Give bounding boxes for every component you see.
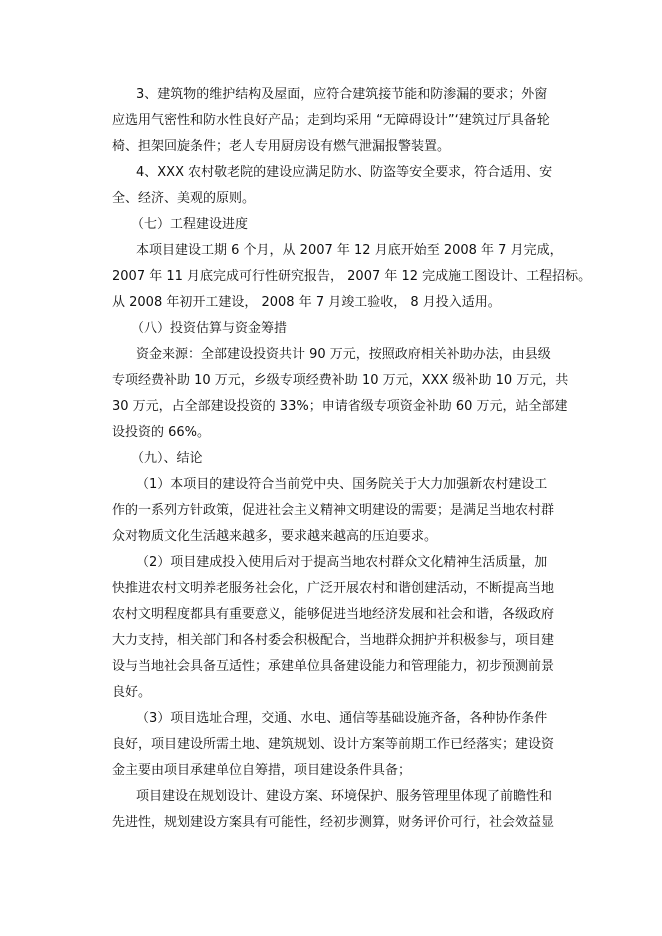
para-line-3: 椅、担架回旋条件；老人专用厨房设有燃气泄漏报警装置。 (112, 139, 451, 154)
para-line-19: （2）项目建成投入使用后对于提高当地农村群众文化精神生活质量，加 (136, 555, 548, 570)
para-line-17: 作的一系列方针政策，促进社会主义精神文明建设的需要；是满足当地农村群 (112, 503, 555, 518)
para-line-11: 资金来源：全部建设投资共计 90 万元，按照政府相关补助办法，由县级 (136, 347, 551, 362)
para-line-8: 2007 年 11 月底完成可行性研究报告， 2007 年 12 完成施工图设计、工程招标。 (112, 269, 592, 284)
para-line-12: 专项经费补助 10 万元，乡级专项经费补助 10 万元，XXX 级补助 10 万元，共 (112, 373, 569, 388)
para-line-2: 应选用气密性和防水性良好产品；走到均采用 “无障碍设计”‘建筑过厅具备轮 (112, 113, 550, 128)
para-line-25: （3）项目选址合理，交通、水电、通信等基础设施齐备，各种协作条件 (136, 711, 548, 726)
para-line-28: 项目建设在规划设计、建设方案、环境保护、服务管理里体现了前瞻性和 (136, 789, 553, 804)
para-line-27: 金主要由项目承建单位自筹措，项目建设条件具备； (112, 763, 412, 778)
para-line-7: 本项目建设工期 6 个月，从 2007 年 12 月底开始至 2008 年 7 月完成， (136, 243, 563, 258)
para-line-18: 众对物质文化生活越来越多，要求越来越高的压迫要求。 (112, 529, 438, 544)
para-line-29: 先进性，规划建设方案具有可能性，经初步测算，财务评价可行，社会效益显 (112, 815, 555, 830)
para-line-26: 良好，项目建设所需土地、建筑规划、设计方案等前期工作已经落实；建设资 (112, 737, 555, 752)
para-line-14: 设投资的 66%。 (112, 425, 211, 440)
para-line-4: 4、XXX 农村敬老院的建设应满足防水、防盗等安全要求，符合适用、安 (136, 165, 553, 180)
section-heading-schedule: （七）工程建设进度 (131, 217, 249, 232)
para-line-16: （1）本项目的建设符合当前党中央、国务院关于大力加强新农村建设工 (136, 477, 548, 492)
para-line-5: 全、经济、美观的原则。 (112, 191, 256, 206)
para-line-22: 大力支持，相关部门和各村委会积极配合，当地群众拥护并积极参与，项目建 (112, 633, 555, 648)
para-line-13: 30 万元，占全部建设投资的 33%；申请省级专项资金补助 60 万元，站全部建 (112, 399, 568, 414)
section-heading-conclusion: （九）、结论 (131, 451, 203, 466)
para-line-23: 设与当地社会具备互适性；承建单位具备建设能力和管理能力，初步预测前景 (112, 659, 555, 674)
para-line-1: 3、建筑物的维护结构及屋面，应符合建筑接节能和防渗漏的要求；外窗 (136, 87, 548, 102)
para-line-24: 良好。 (112, 685, 152, 700)
para-line-9: 从 2008 年初开工建设， 2008 年 7 月竣工验收， 8 月投入适用。 (112, 295, 501, 310)
para-line-21: 农村文明程度都具有重要意义，能够促进当地经济发展和社会和谐，各级政府 (112, 607, 555, 622)
section-heading-investment: （八）投资估算与资金筹措 (131, 321, 288, 336)
para-line-20: 快推进农村文明养老服务社会化，广泛开展农村和谐创建活动，不断提高当地 (112, 581, 555, 596)
